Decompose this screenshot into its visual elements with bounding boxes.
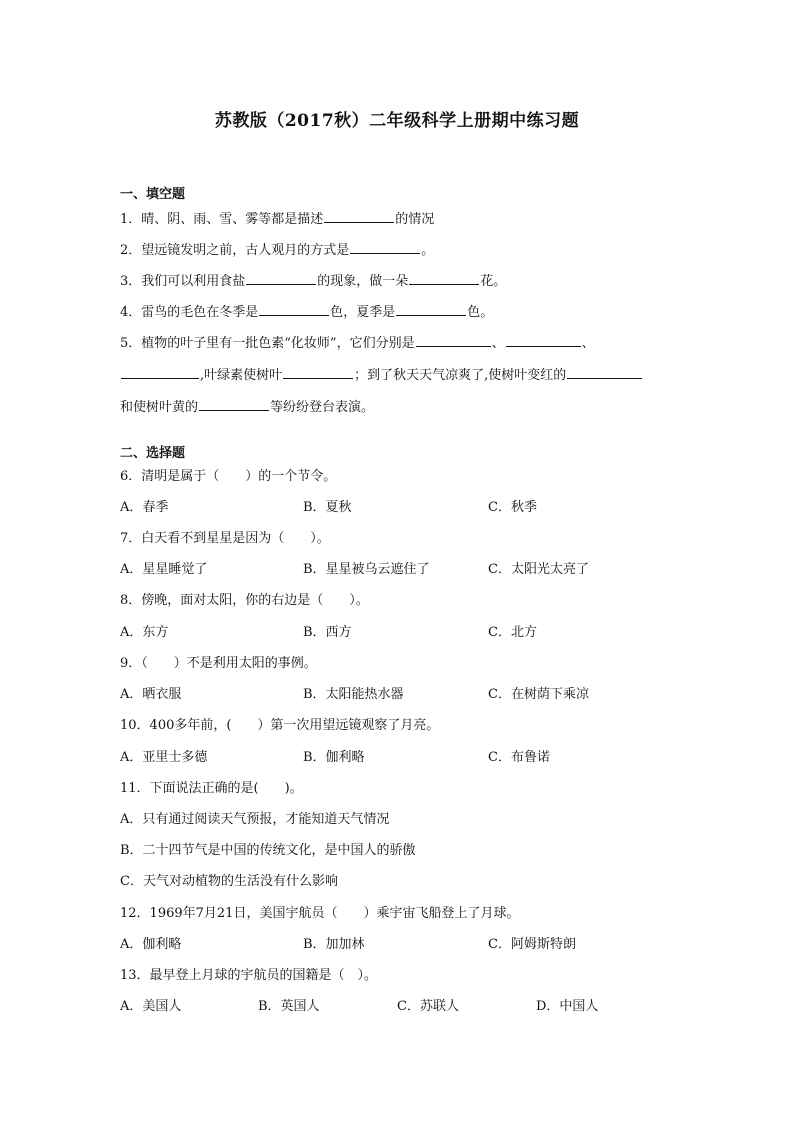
question-5-line-2 bbox=[120, 364, 643, 385]
question-text: 和使树叶黄的 bbox=[120, 400, 199, 415]
page-title: 苏教版（2017秋）二年级科学上册期中练习题 bbox=[214, 111, 580, 131]
answer-blank[interactable] bbox=[199, 396, 269, 411]
option-b[interactable]: B．太阳能热水器 bbox=[303, 687, 404, 702]
option-b[interactable]: B．西方 bbox=[303, 625, 352, 640]
option-c[interactable]: C．天气对动植物的生活没有什么影响 bbox=[120, 874, 338, 889]
question-text: 花。 bbox=[480, 274, 507, 289]
question-text: 3．我们可以利用食盐 bbox=[120, 274, 246, 289]
answer-blank[interactable] bbox=[409, 270, 479, 285]
question-8: 8．傍晚，面对太阳，你的右边是（ ）。 bbox=[120, 593, 369, 608]
question-text: 1．晴、阴、雨、雪、雾等都是描述 bbox=[120, 212, 324, 227]
question-10: 10．400多年前，( ）第一次用望远镜观察了月亮。 bbox=[120, 718, 440, 733]
option-c[interactable]: C．太阳光太亮了 bbox=[488, 562, 589, 577]
question-text: ；到了秋天天气凉爽了,使树叶变红的 bbox=[354, 368, 567, 383]
option-c[interactable]: C．在树荫下乘凉 bbox=[488, 687, 589, 702]
option-b[interactable]: B．英国人 bbox=[258, 999, 320, 1014]
option-a[interactable]: A．只有通过阅读天气预报，才能知道天气情况 bbox=[120, 812, 390, 827]
question-text: 、 bbox=[491, 336, 505, 351]
option-a[interactable]: A．春季 bbox=[120, 500, 169, 515]
question-2 bbox=[120, 239, 434, 260]
question-6: 6．清明是属于（ ）的一个节令。 bbox=[120, 469, 337, 484]
question-5-line-1 bbox=[120, 332, 595, 353]
option-a[interactable]: A．东方 bbox=[120, 625, 169, 640]
option-c[interactable]: C．布鲁诺 bbox=[488, 750, 550, 765]
question-text: 4．雷鸟的毛色在冬季是 bbox=[120, 305, 259, 320]
question-1 bbox=[120, 208, 434, 229]
question-11: 11．下面说法正确的是( )。 bbox=[120, 781, 303, 796]
option-b[interactable]: B．伽利略 bbox=[303, 750, 365, 765]
option-d[interactable]: D．中国人 bbox=[536, 999, 599, 1014]
answer-blank[interactable] bbox=[121, 364, 199, 379]
answer-blank[interactable] bbox=[567, 364, 642, 379]
answer-blank[interactable] bbox=[324, 208, 394, 223]
question-9: 9．（ ）不是利用太阳的事例。 bbox=[120, 656, 317, 671]
option-c[interactable]: C．苏联人 bbox=[397, 999, 459, 1014]
question-text: 的现象，做一朵 bbox=[317, 274, 409, 289]
option-a[interactable]: A．晒衣服 bbox=[120, 687, 182, 702]
section-heading-multiple-choice: 二、选择题 bbox=[120, 446, 186, 461]
section-heading-fill-in: 一、填空题 bbox=[120, 187, 186, 202]
option-b[interactable]: B．二十四节气是中国的传统文化，是中国人的骄傲 bbox=[120, 843, 416, 858]
option-b[interactable]: B．加加林 bbox=[303, 937, 365, 952]
option-a[interactable]: A．星星睡觉了 bbox=[120, 562, 208, 577]
question-text: 。 bbox=[421, 243, 435, 258]
answer-blank[interactable] bbox=[350, 239, 420, 254]
option-a[interactable]: A．亚里士多德 bbox=[120, 750, 208, 765]
answer-blank[interactable] bbox=[246, 270, 316, 285]
answer-blank[interactable] bbox=[416, 332, 491, 347]
question-7: 7．白天看不到星星是因为（ ）。 bbox=[120, 531, 330, 546]
answer-blank[interactable] bbox=[506, 332, 581, 347]
question-5-line-3 bbox=[120, 396, 374, 417]
question-12: 12．1969年7月21日，美国宇航员（ ）乘宇宙飞船登上了月球。 bbox=[120, 906, 520, 921]
question-text: 色。 bbox=[467, 305, 494, 320]
option-c[interactable]: C．秋季 bbox=[488, 500, 537, 515]
question-text: 色，夏季是 bbox=[330, 305, 396, 320]
answer-blank[interactable] bbox=[259, 301, 329, 316]
answer-blank[interactable] bbox=[396, 301, 466, 316]
answer-blank[interactable] bbox=[283, 364, 353, 379]
option-b[interactable]: B．夏秋 bbox=[303, 500, 352, 515]
question-text: 、 bbox=[581, 336, 595, 351]
question-4 bbox=[120, 301, 493, 322]
option-c[interactable]: C．北方 bbox=[488, 625, 537, 640]
question-text: 2．望远镜发明之前，古人观月的方式是 bbox=[120, 243, 350, 258]
option-b[interactable]: B．星星被乌云遮住了 bbox=[303, 562, 430, 577]
question-13: 13．最早登上月球的宇航员的国籍是（ ）。 bbox=[120, 968, 378, 983]
option-c[interactable]: C．阿姆斯特朗 bbox=[488, 937, 576, 952]
question-3 bbox=[120, 270, 506, 291]
question-text: 等纷纷登台表演。 bbox=[270, 400, 375, 415]
question-text: 的情况 bbox=[395, 212, 435, 227]
option-a[interactable]: A．伽利略 bbox=[120, 937, 182, 952]
question-text: ,叶绿素使树叶 bbox=[200, 368, 283, 383]
question-text: 5．植物的叶子里有一批色素“化妆师”，它们分别是 bbox=[120, 336, 415, 351]
option-a[interactable]: A．美国人 bbox=[120, 999, 182, 1014]
